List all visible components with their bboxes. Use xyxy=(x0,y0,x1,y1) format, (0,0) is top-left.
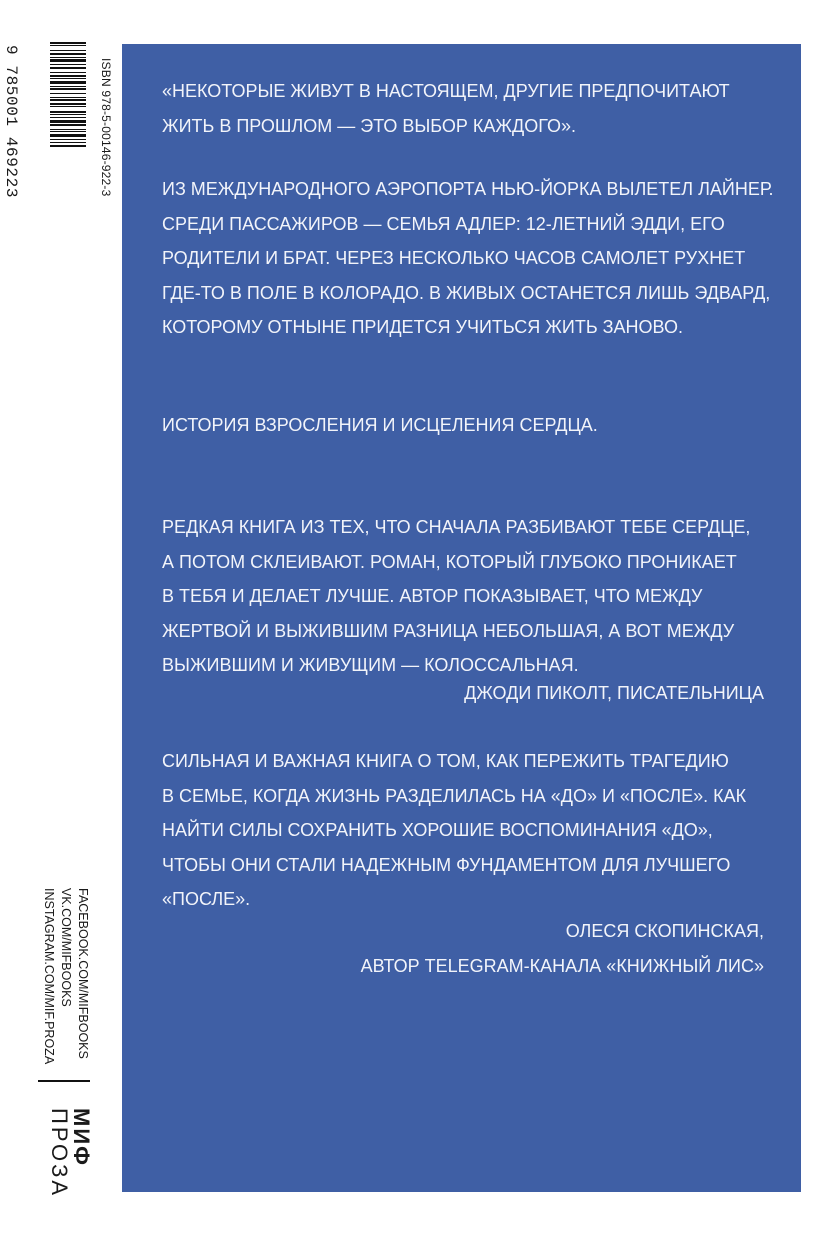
barcode-bar xyxy=(50,124,86,126)
barcode-bar xyxy=(50,72,86,73)
divider-line xyxy=(38,1080,90,1082)
review-line: СИЛЬНАЯ И ВАЖНАЯ КНИГА О ТОМ, КАК ПЕРЕЖИТЬ ТРАГЕДИЮ xyxy=(162,751,729,771)
spine-strip xyxy=(0,0,122,1260)
barcode-bar xyxy=(50,117,86,118)
social-link-facebook: FACEBOOK.COM/MIFBOOKS xyxy=(76,888,90,1059)
barcode-bar xyxy=(50,114,86,115)
opening-quote xyxy=(162,74,782,143)
barcode-bar xyxy=(50,131,86,132)
back-cover-panel xyxy=(122,44,801,1192)
tagline xyxy=(162,408,782,443)
barcode-bar xyxy=(50,139,86,140)
barcode-bar xyxy=(50,93,86,94)
barcode-bar xyxy=(50,86,86,87)
social-link-instagram: INSTAGRAM.COM/MIF.PROZA xyxy=(42,888,56,1065)
barcode-bar xyxy=(50,42,86,44)
review-2-author-role: АВТОР TELEGRAM-КАНАЛА «КНИЖНЫЙ ЛИС» xyxy=(360,955,764,976)
review-line: А ПОТОМ СКЛЕИВАЮТ. РОМАН, КОТОРЫЙ ГЛУБОКО ПРОНИКАЕТ xyxy=(162,551,737,572)
synopsis-line: ГДЕ-ТО В ПОЛЕ В КОЛОРАДО. В ЖИВЫХ ОСТАНЕТСЯ ЛИШЬ ЭДВАРД, xyxy=(162,282,771,303)
barcode-bar xyxy=(50,67,86,69)
barcode-bar xyxy=(50,99,86,101)
barcode-bar xyxy=(50,53,86,55)
synopsis-line: КОТОРОМУ ОТНЫНЕ ПРИДЕТСЯ УЧИТЬСЯ ЖИТЬ ЗАНОВО. xyxy=(162,317,683,337)
barcode-bar xyxy=(50,103,86,105)
barcode-bar xyxy=(50,88,86,90)
barcode-bar xyxy=(50,59,86,62)
barcode-bar xyxy=(50,106,86,107)
barcode-bar xyxy=(50,45,86,46)
synopsis-line: ИЗ МЕЖДУНАРОДНОГО АЭРОПОРТА НЬЮ-ЙОРКА ВЫЛЕТЕЛ ЛАЙНЕР. xyxy=(162,179,774,199)
review-line: ВЫЖИВШИМ И ЖИВУЩИМ — КОЛОССАЛЬНАЯ. xyxy=(162,655,579,675)
barcode-bar xyxy=(50,64,86,65)
barcode-bar xyxy=(50,129,86,130)
brand-series: ПРОЗА xyxy=(47,1108,72,1199)
quote-line: «НЕКОТОРЫЕ ЖИВУТ В НАСТОЯЩЕМ, ДРУГИЕ ПРЕДПОЧИТАЮТ xyxy=(162,81,730,101)
quote-line: ЖИТЬ В ПРОШЛОМ — ЭТО ВЫБОР КАЖДОГО». xyxy=(162,115,576,136)
review-2-author-name: ОЛЕСЯ СКОПИНСКАЯ, xyxy=(565,921,764,941)
barcode-bar xyxy=(50,145,86,147)
synopsis xyxy=(162,172,782,345)
barcode-bar xyxy=(50,57,86,58)
review-1-author: ДЖОДИ ПИКОЛТ, ПИСАТЕЛЬНИЦА xyxy=(464,683,764,703)
tagline-text: ИСТОРИЯ ВЗРОСЛЕНИЯ И ИСЦЕЛЕНИЯ СЕРДЦА. xyxy=(162,415,598,435)
publisher-logo xyxy=(48,1108,92,1198)
barcode-bar xyxy=(50,120,86,123)
review-line: ЧТОБЫ ОНИ СТАЛИ НАДЕЖНЫМ ФУНДАМЕНТОМ ДЛЯ ЛУЧШЕГО xyxy=(162,854,731,875)
review-line: НАЙТИ СИЛЫ СОХРАНИТЬ ХОРОШИЕ ВОСПОМИНАНИЯ «ДО», xyxy=(162,820,713,840)
social-link-vk: VK.COM/MIFBOOKS xyxy=(59,888,73,1007)
barcode-bars xyxy=(50,42,86,182)
barcode-digits: 9 785001 469223 xyxy=(2,45,20,199)
barcode-bar xyxy=(50,78,86,79)
synopsis-line: РОДИТЕЛИ И БРАТ. ЧЕРЕЗ НЕСКОЛЬКО ЧАСОВ САМОЛЕТ РУХНЕТ xyxy=(162,248,746,268)
review-2 xyxy=(162,744,782,917)
barcode-bar xyxy=(50,81,86,84)
isbn-number: ISBN 978-5-00146-922-3 xyxy=(99,58,113,197)
barcode-bar xyxy=(50,111,86,113)
barcode-bar xyxy=(50,134,86,137)
review-line: «ПОСЛЕ». xyxy=(162,889,251,909)
review-line: В ТЕБЯ И ДЕЛАЕТ ЛУЧШЕ. АВТОР ПОКАЗЫВАЕТ, ЧТО МЕЖДУ xyxy=(162,586,703,606)
review-line: В СЕМЬЕ, КОГДА ЖИЗНЬ РАЗДЕЛИЛАСЬ НА «ДО» И «ПОСЛЕ». КАК xyxy=(162,785,747,806)
barcode-bar xyxy=(50,50,86,51)
barcode-bar xyxy=(50,97,86,98)
social-links xyxy=(40,888,91,1064)
review-line: ЖЕРТВОЙ И ВЫЖИВШИМ РАЗНИЦА НЕБОЛЬШАЯ, А ВОТ МЕЖДУ xyxy=(162,620,735,641)
review-2-author xyxy=(361,914,764,983)
barcode-bar xyxy=(50,75,86,77)
synopsis-line: СРЕДИ ПАССАЖИРОВ — СЕМЬЯ АДЛЕР: 12-ЛЕТНИЙ ЭДДИ, ЕГО xyxy=(162,213,725,234)
review-line: РЕДКАЯ КНИГА ИЗ ТЕХ, ЧТО СНАЧАЛА РАЗБИВАЮТ ТЕБЕ СЕРДЦЕ, xyxy=(162,517,751,537)
review-1 xyxy=(162,510,782,683)
brand-name: МИФ xyxy=(69,1108,94,1167)
barcode-bar xyxy=(50,142,86,143)
